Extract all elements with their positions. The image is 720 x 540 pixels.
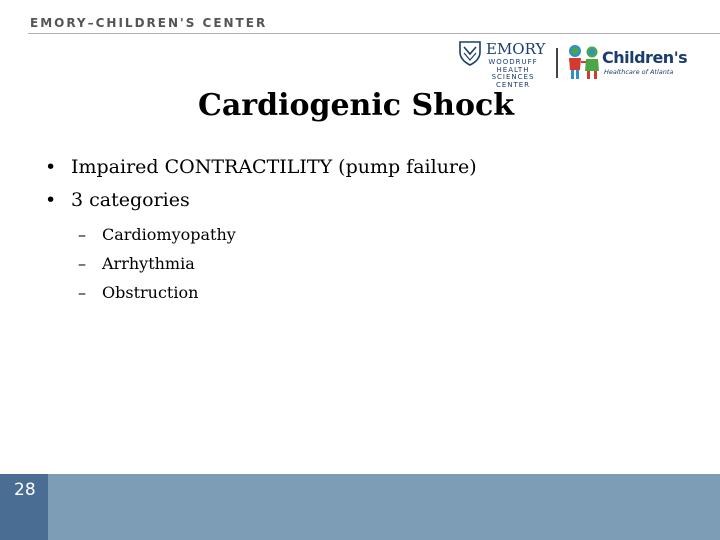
childrens-subtext: Healthcare of Atlanta <box>604 68 674 76</box>
sub-bullet-item <box>78 225 236 254</box>
sub-bullet-item <box>78 283 236 312</box>
bullet-item <box>45 189 477 222</box>
kids-figures-icon <box>566 44 602 82</box>
footer-bar <box>0 474 720 540</box>
sub-bullet-glyph: – <box>78 225 86 244</box>
sub-bullet-list <box>78 225 236 312</box>
emory-subtext-line: CENTER <box>495 80 531 89</box>
sub-bullet-glyph: – <box>78 283 86 302</box>
emory-subtext-line: SCIENCES <box>491 73 535 81</box>
bullet-text: Impaired CONTRACTILITY (pump failure) <box>71 156 477 178</box>
logo-divider <box>556 48 558 78</box>
bullet-text: 3 categories <box>71 189 190 211</box>
page-number: 28 <box>14 480 36 500</box>
sub-bullet-item <box>78 254 236 283</box>
emory-subtext <box>487 59 539 89</box>
sub-bullet-glyph: – <box>78 254 86 273</box>
emory-subtext-line: WOODRUFF <box>488 58 538 66</box>
emory-shield-icon <box>458 40 482 66</box>
slide-title: Cardiogenic Shock <box>197 88 515 123</box>
childrens-wordmark: Children's <box>602 48 688 67</box>
bullet-glyph: • <box>45 156 57 178</box>
sub-bullet-text: Cardiomyopathy <box>102 225 236 244</box>
bullet-glyph: • <box>45 189 57 211</box>
emory-subtext-line: HEALTH <box>496 65 530 74</box>
header-org-text: EMORY–CHILDREN'S CENTER <box>30 16 268 30</box>
sub-bullet-text: Arrhythmia <box>102 254 195 273</box>
sub-bullet-text: Obstruction <box>102 283 199 302</box>
emory-wordmark: EMORY <box>486 40 546 58</box>
bullet-list <box>45 156 477 222</box>
bullet-item <box>45 156 477 189</box>
header-divider <box>28 33 720 34</box>
